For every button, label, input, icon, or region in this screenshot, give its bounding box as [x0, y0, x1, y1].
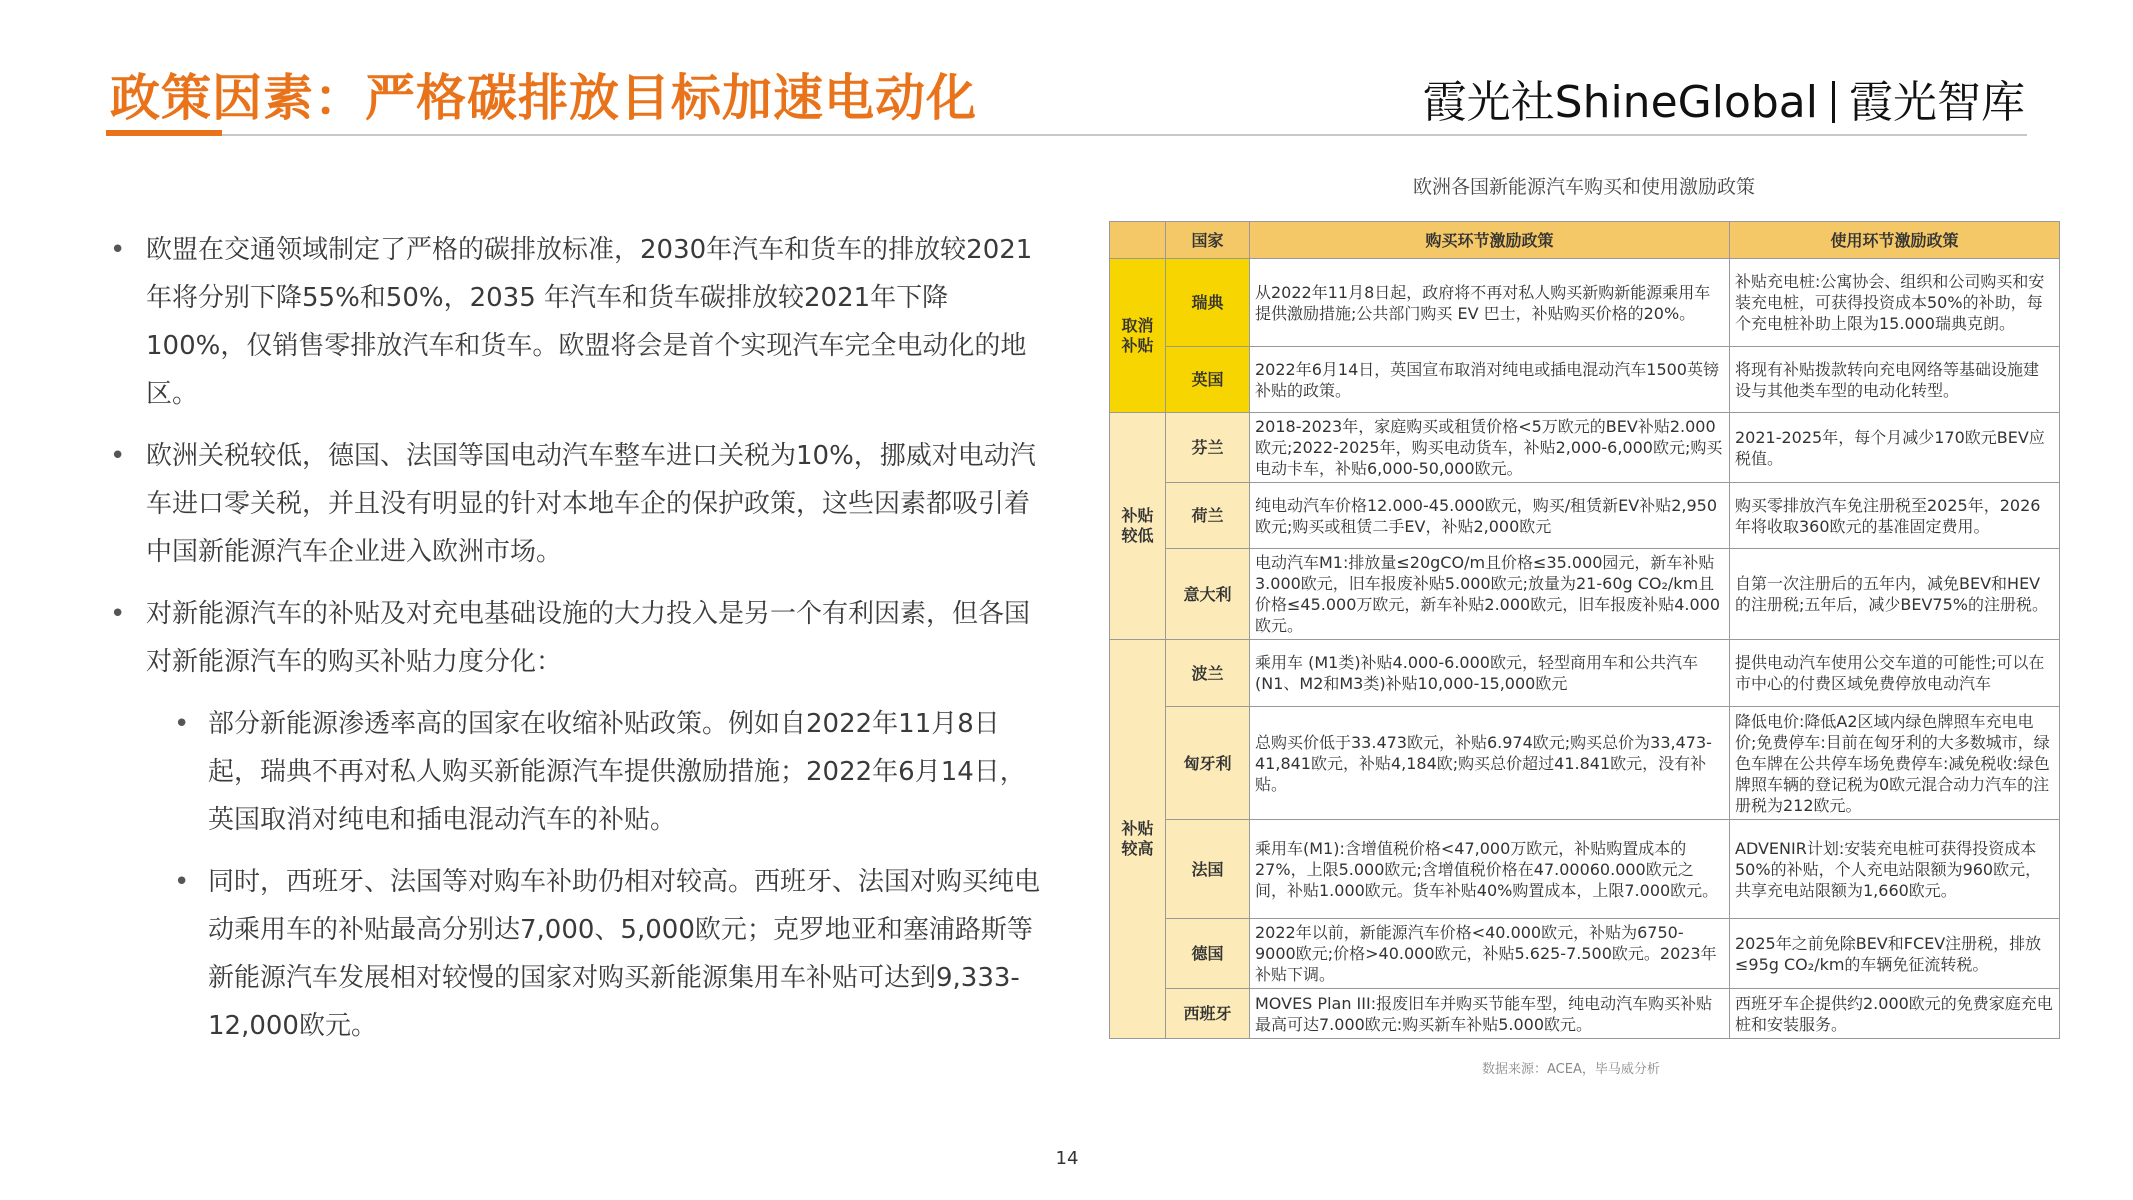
usage-cell: 降低电价:降低A2区域内绿色牌照车充电电价;免费停车:目前在匈牙利的大多数城市，绿色车牌在公共停车场免费停车:减免税收:绿色牌照车辆的登记税为0欧元混合动力汽车的注册税为212欧元。	[1730, 707, 2060, 820]
body-text	[108, 226, 1043, 1064]
country-cell: 荷兰	[1166, 483, 1250, 549]
usage-cell: ADVENIR计划:安装充电桩可获得投资成本50%的补贴，个人充电站限额为960欧元，共享充电站限额为1,660欧元。	[1730, 820, 2060, 919]
country-cell: 瑞典	[1166, 259, 1250, 347]
bullet-item: • 欧盟在交通领域制定了严格的碳排放标准，2030年汽车和货车的排放较2021年将分别下降55%和50%，2035 年汽车和货车碳排放较2021年下降100%，仅销售零排放汽车和货车。欧盟将会是首个实现汽车完全电动化的地区。	[108, 226, 1043, 418]
usage-cell: 2025年之前免除BEV和FCEV注册税，排放≤95g CO₂/km的车辆免征流转税。	[1730, 919, 2060, 989]
country-cell: 西班牙	[1166, 989, 1250, 1039]
table-row	[1110, 413, 2060, 483]
table-row	[1110, 707, 2060, 820]
purchase-cell: 2022年6月14日，英国宣布取消对纯电或插电混动汽车1500英镑补贴的政策。	[1250, 347, 1730, 413]
sub-bullet-item: • 部分新能源渗透率高的国家在收缩补贴政策。例如自2022年11月8日起，瑞典不再对私人购买新能源汽车提供激励措施；2022年6月14日，英国取消对纯电和插电混动汽车的补贴。	[108, 700, 1043, 844]
usage-cell: 将现有补贴拨款转向充电网络等基础设施建设与其他类车型的电动化转型。	[1730, 347, 2060, 413]
country-cell: 德国	[1166, 919, 1250, 989]
usage-cell: 购买零排放汽车免注册税至2025年，2026年将收取360欧元的基准固定费用。	[1730, 483, 2060, 549]
purchase-cell: 乘用车 (M1类)补贴4.000-6.000欧元，轻型商用车和公共汽车(N1、M2和M3类)补贴10,000-15,000欧元	[1250, 640, 1730, 707]
sub-bullet-item: • 同时，西班牙、法国等对购车补助仍相对较高。西班牙、法国对购买纯电动乘用车的补贴最高分别达7,000、5,000欧元；克罗地亚和塞浦路斯等新能源汽车发展相对较慢的国家对购买新能源集用车补贴可达到9,333-12,000欧元。	[108, 858, 1043, 1050]
usage-cell: 西班牙车企提供约2.000欧元的免费家庭充电桩和安装服务。	[1730, 989, 2060, 1039]
purchase-cell: MOVES Plan III:报废旧车并购买节能车型，纯电动汽车购买补贴最高可达7.000欧元:购买新车补贴5.000欧元。	[1250, 989, 1730, 1039]
data-source-note: 数据来源：ACEA，毕马威分析	[1482, 1062, 1660, 1077]
table-row	[1110, 259, 2060, 347]
header-purchase: 购买环节激励政策	[1250, 222, 1730, 259]
page-number: 14	[1055, 1148, 1079, 1169]
country-cell: 法国	[1166, 820, 1250, 919]
brand-logo	[1423, 66, 2025, 130]
header-divider	[222, 134, 2027, 136]
country-cell: 波兰	[1166, 640, 1250, 707]
header-country: 国家	[1166, 222, 1250, 259]
table-row	[1110, 820, 2060, 919]
usage-cell: 提供电动汽车使用公交车道的可能性;可以在市中心的付费区域免费停放电动汽车	[1730, 640, 2060, 707]
purchase-cell: 从2022年11月8日起，政府将不再对私人购买新购新能源乘用车提供激励措施;公共部门购买 EV 巴士，补贴购买价格的20%。	[1250, 259, 1730, 347]
header-usage: 使用环节激励政策	[1730, 222, 2060, 259]
policy-table	[1109, 221, 2060, 1039]
header-blank	[1110, 222, 1166, 259]
purchase-cell: 电动汽车M1:排放量≤20gCO/m且价格≤35.000园元，新车补贴3.000欧元，旧车报废补贴5.000欧元;放量为21-60g CO₂/km且价格≤45.000万欧元，新车补贴2.000欧元，旧车报废补贴4.000欧元。	[1250, 549, 1730, 640]
group-high: 补贴较高	[1110, 640, 1166, 1039]
table-header-row	[1110, 222, 2060, 259]
brand-name-right: 霞光智库	[1849, 77, 2025, 128]
country-cell: 匈牙利	[1166, 707, 1250, 820]
country-cell: 英国	[1166, 347, 1250, 413]
table-row	[1110, 989, 2060, 1039]
purchase-cell: 总购买价低于33.473欧元，补贴6.974欧元;购买总价为33,473-41,841欧元，补贴4,184欧;购买总价超过41.841欧元，没有补贴。	[1250, 707, 1730, 820]
usage-cell: 2021-2025年，每个月减少170欧元BEV应税值。	[1730, 413, 2060, 483]
title-underline	[106, 130, 222, 136]
table-row	[1110, 640, 2060, 707]
table-row	[1110, 347, 2060, 413]
bullet-item: • 欧洲关税较低，德国、法国等国电动汽车整车进口关税为10%，挪威对电动汽车进口零关税，并且没有明显的针对本地车企的保护政策，这些因素都吸引着中国新能源汽车企业进入欧洲市场。	[108, 432, 1043, 576]
usage-cell: 自第一次注册后的五年内，减免BEV和HEV的注册税;五年后，减少BEV75%的注册税。	[1730, 549, 2060, 640]
purchase-cell: 2022年以前，新能源汽车价格<40.000欧元，补贴为6750-9000欧元;价格>40.000欧元，补贴5.625-7.500欧元。2023年补贴下调。	[1250, 919, 1730, 989]
brand-name-left: 霞光社ShineGlobal	[1422, 77, 1818, 128]
usage-cell: 补贴充电桩:公寓协会、组织和公司购买和安装充电桩，可获得投资成本50%的补助，每个充电桩补助上限为15.000瑞典克朗。	[1730, 259, 2060, 347]
country-cell: 意大利	[1166, 549, 1250, 640]
brand-separator	[1832, 81, 1835, 123]
table-row	[1110, 919, 2060, 989]
country-cell: 芬兰	[1166, 413, 1250, 483]
group-low: 补贴较低	[1110, 413, 1166, 640]
bullet-item: • 对新能源汽车的补贴及对充电基础设施的大力投入是另一个有利因素，但各国对新能源汽车的购买补贴力度分化：	[108, 590, 1043, 686]
purchase-cell: 乘用车(M1):含增值税价格<47,000万欧元，补贴购置成本的27%，上限5.000欧元;含增值税价格在47.00060.000欧元之间，补贴1.000欧元。货车补贴40%购置成本，上限7.000欧元。	[1250, 820, 1730, 919]
table-row	[1110, 549, 2060, 640]
purchase-cell: 纯电动汽车价格12.000-45.000欧元，购买/租赁新EV补贴2,950欧元;购买或租赁二手EV，补贴2,000欧元	[1250, 483, 1730, 549]
group-cancel: 取消补贴	[1110, 259, 1166, 413]
table-row	[1110, 483, 2060, 549]
page-title: 政策因素：严格碳排放目标加速电动化	[110, 69, 977, 127]
purchase-cell: 2018-2023年，家庭购买或租赁价格<5万欧元的BEV补贴2.000欧元;2022-2025年，购买电动货车，补贴2,000-6,000欧元;购买电动卡车，补贴6,000-50,000欧元。	[1250, 413, 1730, 483]
table-caption: 欧洲各国新能源汽车购买和使用激励政策	[1412, 176, 1755, 198]
